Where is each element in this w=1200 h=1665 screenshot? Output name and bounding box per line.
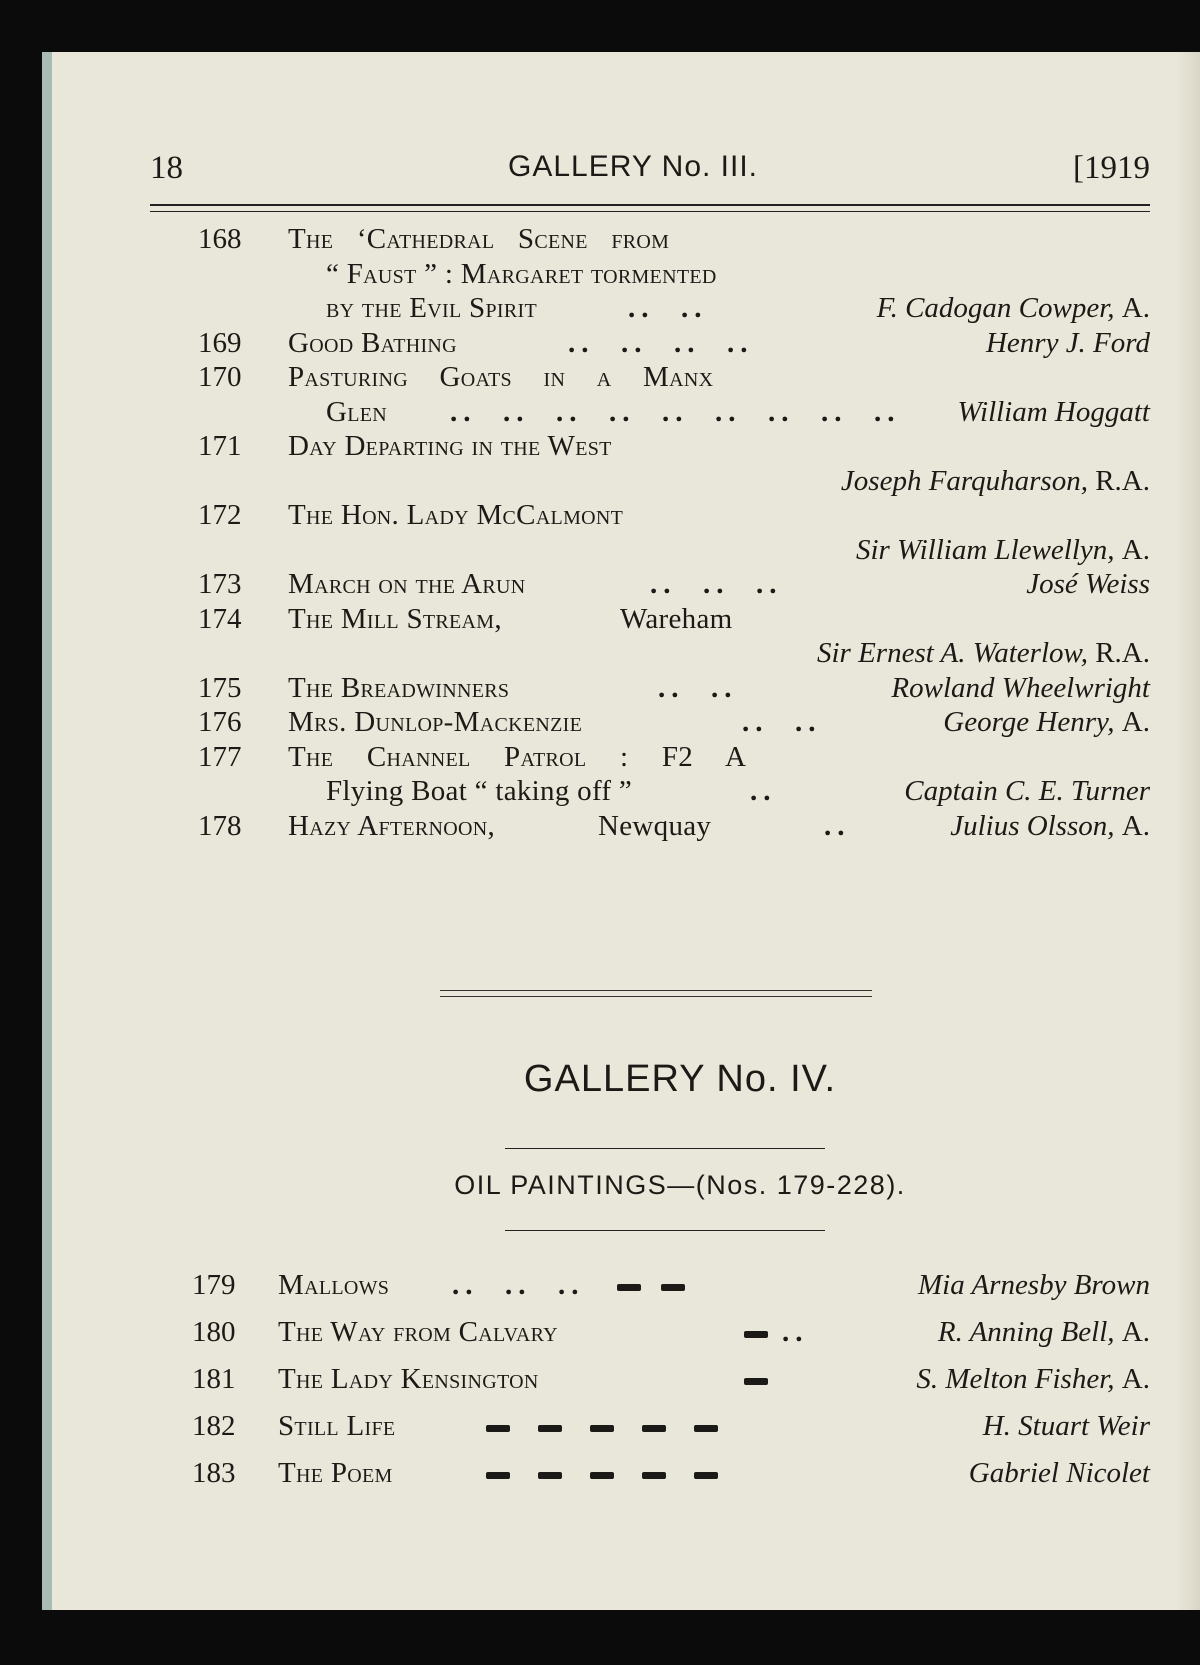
entry-title-line: The Channel Patrol : F2 A xyxy=(288,740,747,773)
entry-title-line: Flying Boat “ taking off ” xyxy=(326,775,633,807)
entry-artist: Mia Arnesby Brown xyxy=(918,1269,1150,1301)
list-item xyxy=(150,740,1150,809)
entry-title: Mallows xyxy=(278,1269,390,1301)
list-item xyxy=(150,602,1150,671)
list-item xyxy=(150,1356,1150,1403)
header-year: [1919 xyxy=(1073,150,1150,186)
list-item xyxy=(150,1262,1150,1309)
dot-leader: .. xyxy=(750,775,777,807)
section-heading: GALLERY No. IV. xyxy=(523,1058,837,1100)
list-item xyxy=(150,809,1150,844)
entry-artist: William Hoggatt xyxy=(957,395,1150,428)
header-double-rule xyxy=(150,204,1150,212)
dot-leader xyxy=(730,1356,782,1403)
dot-leader: .. .. .. .. xyxy=(568,326,754,359)
page-title: GALLERY No. III. xyxy=(508,150,759,183)
list-item xyxy=(150,429,1150,498)
dot-leader: .. .. .. xyxy=(650,568,783,600)
entry-title-line: by the Evil Spirit xyxy=(326,292,537,324)
entry-artist: F. Cadogan Cowper, A. xyxy=(876,292,1150,324)
dash-leader xyxy=(472,1403,732,1450)
entry-artist: H. Stuart Weir xyxy=(982,1410,1150,1442)
page-edge-shadow xyxy=(1176,52,1200,1610)
list-item xyxy=(150,222,1150,326)
entry-artist: Gabriel Nicolet xyxy=(968,1457,1150,1489)
entry-artist: S. Melton Fisher, A. xyxy=(916,1363,1150,1395)
entry-number: 175 xyxy=(198,671,242,704)
gallery-4-list xyxy=(150,1262,1150,1497)
section-separator xyxy=(440,990,872,997)
dash-leader xyxy=(472,1450,732,1497)
gallery-3-list xyxy=(150,222,1150,843)
entry-artist: George Henry, A. xyxy=(943,706,1150,738)
entry-number: 179 xyxy=(192,1269,236,1301)
entry-artist: Henry J. Ford xyxy=(985,326,1150,359)
dot-leader: .. .. xyxy=(658,671,738,704)
entry-number: 174 xyxy=(198,602,242,635)
entry-number: 177 xyxy=(198,740,242,773)
dot-leader: .. .. .. xyxy=(452,1262,699,1309)
entry-title-line: March on the Arun xyxy=(288,568,526,600)
entry-artist: Joseph Farquharson, R.A. xyxy=(840,464,1150,497)
entry-number: 168 xyxy=(198,223,242,255)
entry-title-line: Mrs. Dunlop-Mackenzie xyxy=(288,706,583,738)
entry-title-line: The Hon. Lady McCalmont xyxy=(288,499,624,531)
list-item xyxy=(150,671,1150,706)
entry-number: 172 xyxy=(198,499,242,531)
entry-number: 171 xyxy=(198,430,242,462)
heading-rule xyxy=(505,1148,825,1149)
entry-number: 170 xyxy=(198,361,242,393)
dot-leader: .. xyxy=(730,1309,809,1356)
entry-artist: Sir William Llewellyn, A. xyxy=(855,533,1150,566)
entry-artist: Sir Ernest A. Waterlow, R.A. xyxy=(816,637,1150,669)
list-item xyxy=(150,1309,1150,1356)
dot-leader: .. .. xyxy=(742,706,822,738)
entry-number: 178 xyxy=(198,809,242,842)
entry-title: The Lady Kensington xyxy=(278,1363,539,1395)
entry-artist: Julius Olsson, A. xyxy=(950,809,1150,842)
list-item xyxy=(150,498,1150,567)
entry-title-line: Pasturing Goats in a Manx xyxy=(288,361,714,393)
page-number: 18 xyxy=(150,150,183,186)
entry-number: 169 xyxy=(198,326,242,359)
entry-title: The Poem xyxy=(278,1457,393,1489)
entry-number: 183 xyxy=(192,1457,236,1489)
entry-title-line: Glen xyxy=(326,395,388,428)
entry-title-line: The Breadwinners xyxy=(288,671,510,704)
entry-title: Still Life xyxy=(278,1410,396,1442)
subheading-rule xyxy=(505,1230,825,1231)
entry-number: 176 xyxy=(198,706,242,738)
entry-number: 180 xyxy=(192,1316,236,1348)
entry-title-line: Wareham xyxy=(620,602,733,635)
list-item xyxy=(150,705,1150,740)
entry-title-line: Newquay xyxy=(598,809,712,842)
entry-number: 181 xyxy=(192,1363,236,1395)
section-subheading: OIL PAINTINGS—(Nos. 179-228). xyxy=(454,1170,906,1200)
list-item xyxy=(150,1403,1150,1450)
entry-title-line: Day Departing in the West xyxy=(288,430,612,462)
entry-artist: José Weiss xyxy=(1026,568,1150,600)
entry-artist: Rowland Wheelwright xyxy=(891,671,1150,704)
dot-leader: .. .. .. .. .. .. .. .. .. xyxy=(450,395,901,428)
entry-artist: Captain C. E. Turner xyxy=(904,775,1150,807)
dot-leader: .. .. xyxy=(628,292,708,324)
list-item xyxy=(150,360,1150,429)
entry-number: 173 xyxy=(198,568,242,600)
list-item xyxy=(150,567,1150,602)
entry-title-line: The ‘Cathedral Scene from xyxy=(288,223,670,255)
entry-title-line: The Mill Stream, xyxy=(288,602,502,635)
list-item xyxy=(150,1450,1150,1497)
running-header xyxy=(150,150,1150,190)
entry-title-line: “ Faust ” : Margaret tormented xyxy=(326,257,717,290)
list-item xyxy=(150,326,1150,361)
entry-title-line: Good Bathing xyxy=(288,326,457,359)
entry-number: 182 xyxy=(192,1410,236,1442)
entry-title-line: Hazy Afternoon, xyxy=(288,809,496,842)
entry-artist: R. Anning Bell, A. xyxy=(937,1316,1150,1348)
entry-title: The Way from Calvary xyxy=(278,1316,558,1348)
dot-leader: .. xyxy=(824,809,851,842)
